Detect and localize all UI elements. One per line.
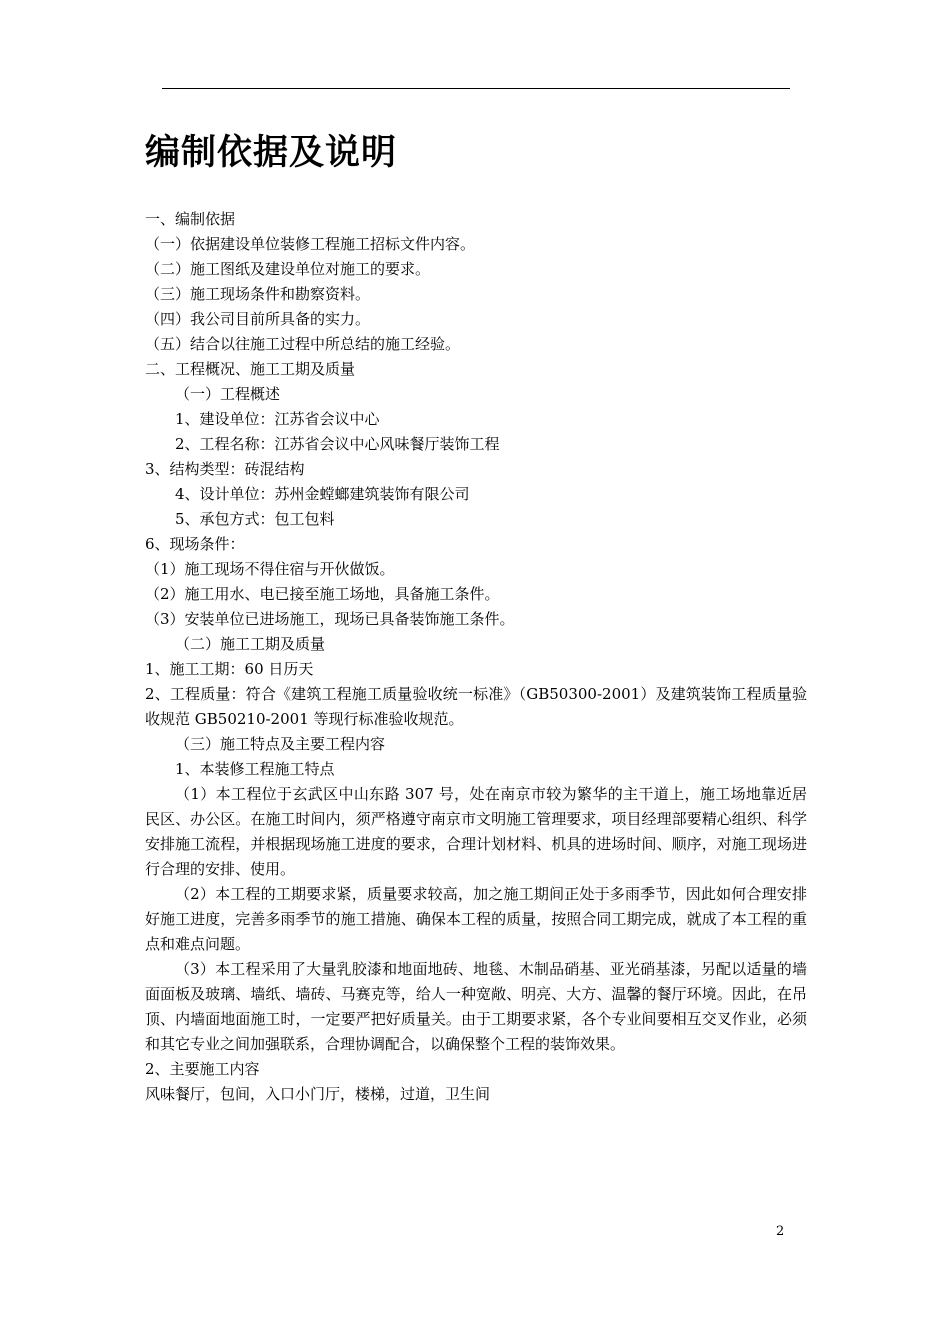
list-item: 2、工程名称：江苏省会议中心风味餐厅装饰工程 [175, 435, 500, 453]
subsection-heading: （三）施工特点及主要工程内容 [175, 735, 386, 753]
list-item: 6、现场条件： [145, 535, 245, 553]
list-item: （2）施工用水、电已接至施工场地，具备施工条件。 [145, 585, 500, 603]
section-heading: 一、编制依据 [145, 210, 236, 228]
document-body [145, 207, 807, 1107]
list-item: 2、主要施工内容 [145, 1060, 260, 1078]
list-item: （四）我公司目前所具备的实力。 [145, 310, 371, 328]
paragraph: （2）本工程的工期要求紧，质量要求较高，加之施工期间正处于多雨季节，因此如何合理安排好施工进度，完善多雨季节的施工措施、确保本工程的质量，按照合同工期完成，就成了本工程的重点和难点问题。 [145, 885, 807, 953]
paragraph: （1）本工程位于玄武区中山东路 307 号，处在南京市较为繁华的主干道上，施工场地靠近居民区、办公区。在施工时间内，须严格遵守南京市文明施工管理要求，项目经理部要精心组织、科学安排施工流程，并根据现场施工进度的要求，合理计划材料、机具的进场时间、顺序，对施工现场进行合理的安排、使用。 [145, 785, 807, 878]
list-item: （3）安装单位已进场施工，现场已具备装饰施工条件。 [145, 610, 515, 628]
list-item: （一）依据建设单位装修工程施工招标文件内容。 [145, 235, 476, 253]
list-item: 4、设计单位：苏州金螳螂建筑装饰有限公司 [175, 485, 470, 503]
subsection-heading: 1、本装修工程施工特点 [175, 760, 335, 778]
section-heading: 二、工程概况、施工工期及质量 [145, 360, 356, 378]
paragraph: 风味餐厅，包间，入口小门厅，楼梯，过道，卫生间 [145, 1085, 491, 1103]
list-item: 3、结构类型：砖混结构 [145, 460, 305, 478]
paragraph: （3）本工程采用了大量乳胶漆和地面地砖、地毯、木制品硝基、亚光硝基漆，另配以适量的墙面面板及玻璃、墙纸、墙砖、马赛克等，给人一种宽敞、明亮、大方、温馨的餐厅环境。因此，在吊顶、内墙面地面施工时，一定要严把好质量关。由于工期要求紧，各个专业间要相互交叉作业，必须和其它专业之间加强联系，合理协调配合，以确保整个工程的装饰效果。 [145, 960, 807, 1053]
page-number: 2 [776, 1224, 785, 1239]
list-item: （三）施工现场条件和勘察资料。 [145, 285, 371, 303]
list-item: 1、施工工期：60 日历天 [145, 660, 314, 678]
subsection-heading: （一）工程概述 [175, 385, 281, 403]
list-item: （二）施工图纸及建设单位对施工的要求。 [145, 260, 431, 278]
document-title: 编制依据及说明 [145, 133, 398, 173]
list-item: 5、承包方式：包工包料 [175, 510, 335, 528]
paragraph: 2、工程质量：符合《建筑工程施工质量验收统一标准》（GB50300-2001）及建筑装饰工程质量验收规范 GB50210-2001 等现行标准验收规范。 [145, 685, 807, 728]
list-item: （1）施工现场不得住宿与开伙做饭。 [145, 560, 395, 578]
header-rule [162, 88, 790, 89]
subsection-heading: （二）施工工期及质量 [175, 635, 326, 653]
list-item: （五）结合以往施工过程中所总结的施工经验。 [145, 335, 461, 353]
list-item: 1、建设单位：江苏省会议中心 [175, 410, 380, 428]
